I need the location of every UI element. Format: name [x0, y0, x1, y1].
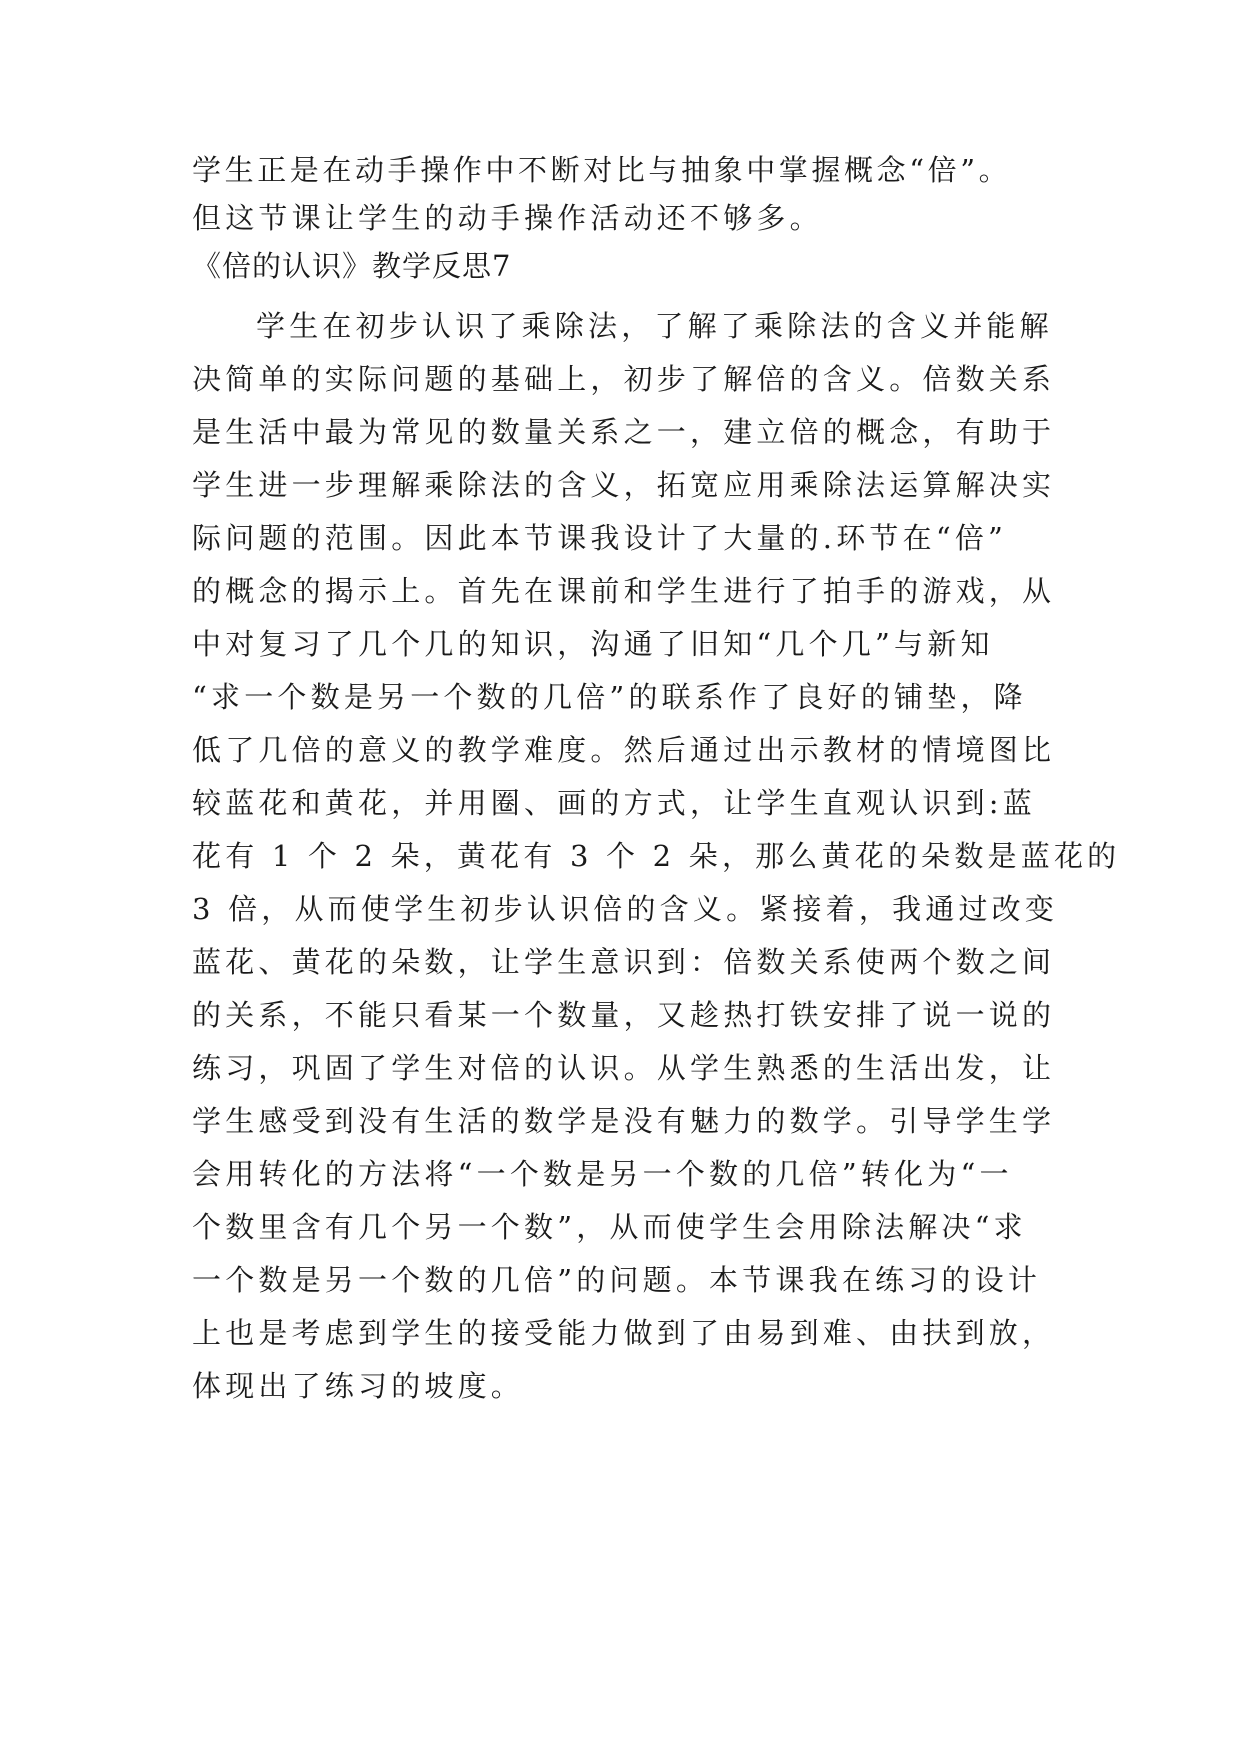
paragraph-line-13: 蓝花、黄花的朵数，让学生意识到：倍数关系使两个数之间 [192, 945, 1056, 979]
paragraph-line-10: 较蓝花和黄花，并用圈、画的方式，让学生直观认识到:蓝 [192, 786, 1036, 820]
section-heading: 《倍的认识》教学反思7 [192, 249, 512, 283]
paragraph-line-9: 低了几倍的意义的教学难度。然后通过出示教材的情境图比 [192, 733, 1056, 767]
paragraph-line-12: 3 倍，从而使学生初步认识倍的含义。紧接着，我通过改变 [192, 892, 1059, 926]
paragraph-line-1: 学生在初步认识了乘除法，了解了乘除法的含义并能解 [256, 309, 1053, 343]
intro-line-2: 但这节课让学生的动手操作活动还不够多。 [192, 201, 823, 235]
paragraph-line-4: 学生进一步理解乘除法的含义，拓宽应用乘除法运算解决实 [192, 468, 1056, 502]
paragraph-line-2: 决简单的实际问题的基础上，初步了解倍的含义。倍数关系 [192, 362, 1056, 396]
paragraph-line-16: 学生感受到没有生活的数学是没有魅力的数学。引导学生学 [192, 1104, 1056, 1138]
paragraph-line-17: 会用转化的方法将“一个数是另一个数的几倍”转化为“一 [192, 1157, 1013, 1191]
paragraph-line-14: 的关系，不能只看某一个数量，又趁热打铁安排了说一说的 [192, 998, 1056, 1032]
paragraph-line-6: 的概念的揭示上。首先在课前和学生进行了拍手的游戏，从 [192, 574, 1056, 608]
paragraph-line-21: 体现出了练习的坡度。 [192, 1369, 525, 1403]
paragraph-line-7: 中对复习了几个几的知识，沟通了旧知“几个几”与新知 [192, 627, 994, 661]
intro-line-1: 学生正是在动手操作中不断对比与抽象中掌握概念“倍”。 [192, 153, 1012, 187]
paragraph-line-18: 个数里含有几个另一个数”，从而使学生会用除法解决“求 [192, 1210, 1027, 1244]
paragraph-line-19: 一个数是另一个数的几倍”的问题。本节课我在练习的设计 [192, 1263, 1042, 1297]
paragraph-line-5: 际问题的范围。因此本节课我设计了大量的.环节在“倍” [192, 521, 1008, 555]
paragraph-line-15: 练习，巩固了学生对倍的认识。从学生熟悉的生活出发，让 [192, 1051, 1056, 1085]
paragraph-line-20: 上也是考虑到学生的接受能力做到了由易到难、由扶到放， [192, 1316, 1056, 1350]
paragraph-line-8: “求一个数是另一个数的几倍”的联系作了良好的铺垫，降 [192, 680, 1027, 714]
paragraph-line-3: 是生活中最为常见的数量关系之一，建立倍的概念，有助于 [192, 415, 1056, 449]
paragraph-line-11: 花有 1 个 2 朵，黄花有 3 个 2 朵，那么黄花的朵数是蓝花的 [192, 839, 1121, 873]
